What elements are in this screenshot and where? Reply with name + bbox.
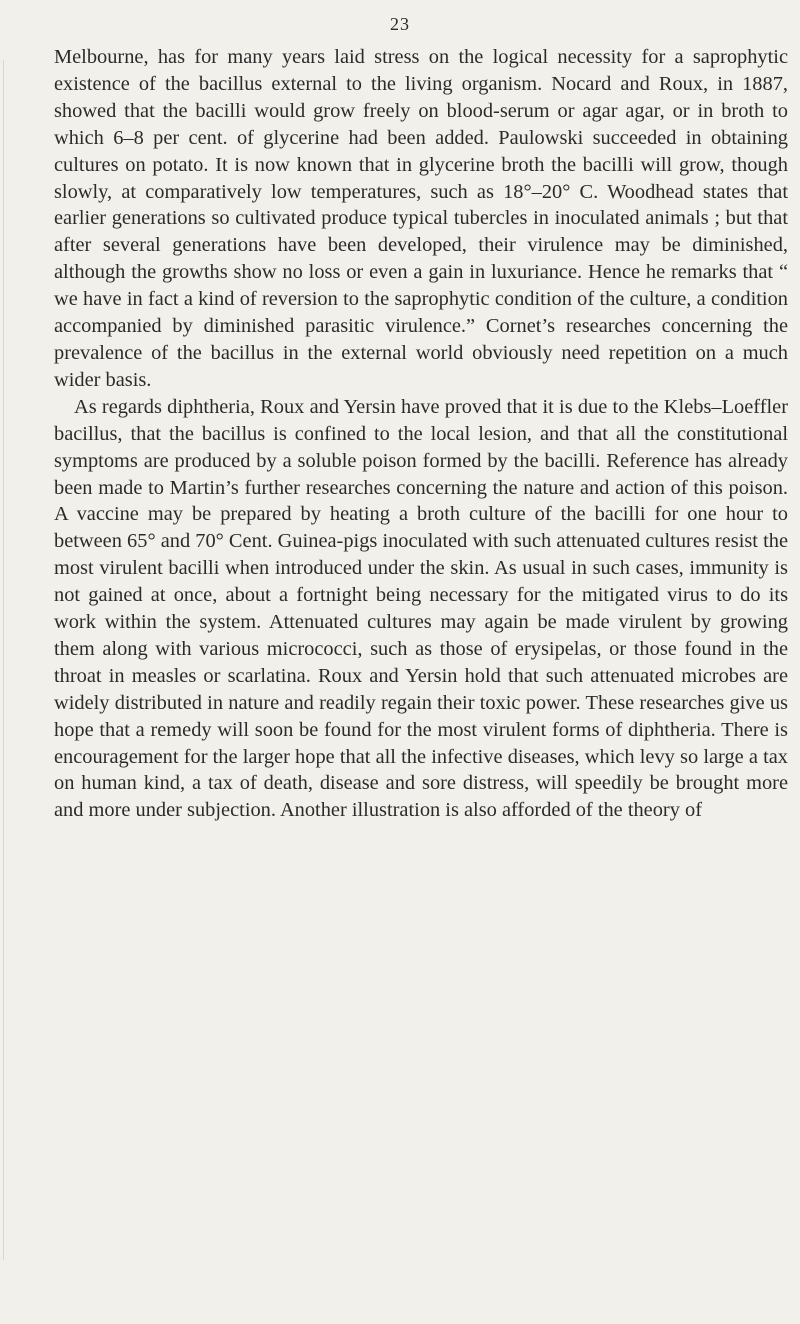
paragraph-melbourne: Melbourne, has for many years laid stress on the logical necessity for a saprophytic existence of the bacillus external to the living organism. Nocard and Roux, in 1887, showed that the bacilli would grow freely on blood-serum or agar agar, or in broth to which 6–8 per cent. of glycerine had been added. Paulowski succeeded in obtaining cultures on potato. It is now known that in glycerine broth the bacilli will grow, though slowly, at comparatively low temperatures, such as 18°–20° C. Woodhead states that earlier generations so cultivated produce typical tubercles in inoculated animals ; but that after several generations have been developed, their virulence may be diminished, although the growths show no loss or even a gain in luxuriance. Hence he remarks that “ we have in fact a kind of reversion to the saprophytic condition of the culture, a condition accompanied by diminished parasitic virulence.” Cornet’s researches concerning the prevalence of the bacillus in the external world obviously need repetition on a much wider basis. <box>54 46 788 391</box>
paragraph-diphtheria: As regards diphtheria, Roux and Yersin have proved that it is due to the Klebs–Loeffler bacillus, that the bacillus is confined to the local lesion, and that all the constitutional symptoms are produced by a soluble poison formed by the bacilli. Reference has already been made to Martin’s further researches concerning the nature and action of this poison. A vaccine may be prepared by heating a broth culture of the bacilli for one hour to between 65° and 70° Cent. Guinea-pigs inoculated with such attenuated cultures resist the most virulent bacilli when introduced under the skin. As usual in such cases, immunity is not gained at once, about a fortnight being necessary for the mitigated virus to do its work within the system. Attenuated cultures may again be made virulent by growing them along with various micrococci, such as those of erysipelas, or those found in the throat in measles or scarlatina. Roux and Yersin hold that such attenuated microbes are widely distributed in nature and readily regain their toxic power. These researches give us hope that a remedy will soon be found for the most virulent forms of diphtheria. There is encouragement for the larger hope that all the infective diseases, which levy so large a tax on human kind, a tax of death, disease and sore distress, will speedily be brought more and more under subjection. Another illustration is also afforded of the theory of <box>54 395 788 822</box>
page-number: 23 <box>390 14 410 34</box>
page-edge-shadow <box>3 60 4 1260</box>
body-text <box>54 44 788 824</box>
